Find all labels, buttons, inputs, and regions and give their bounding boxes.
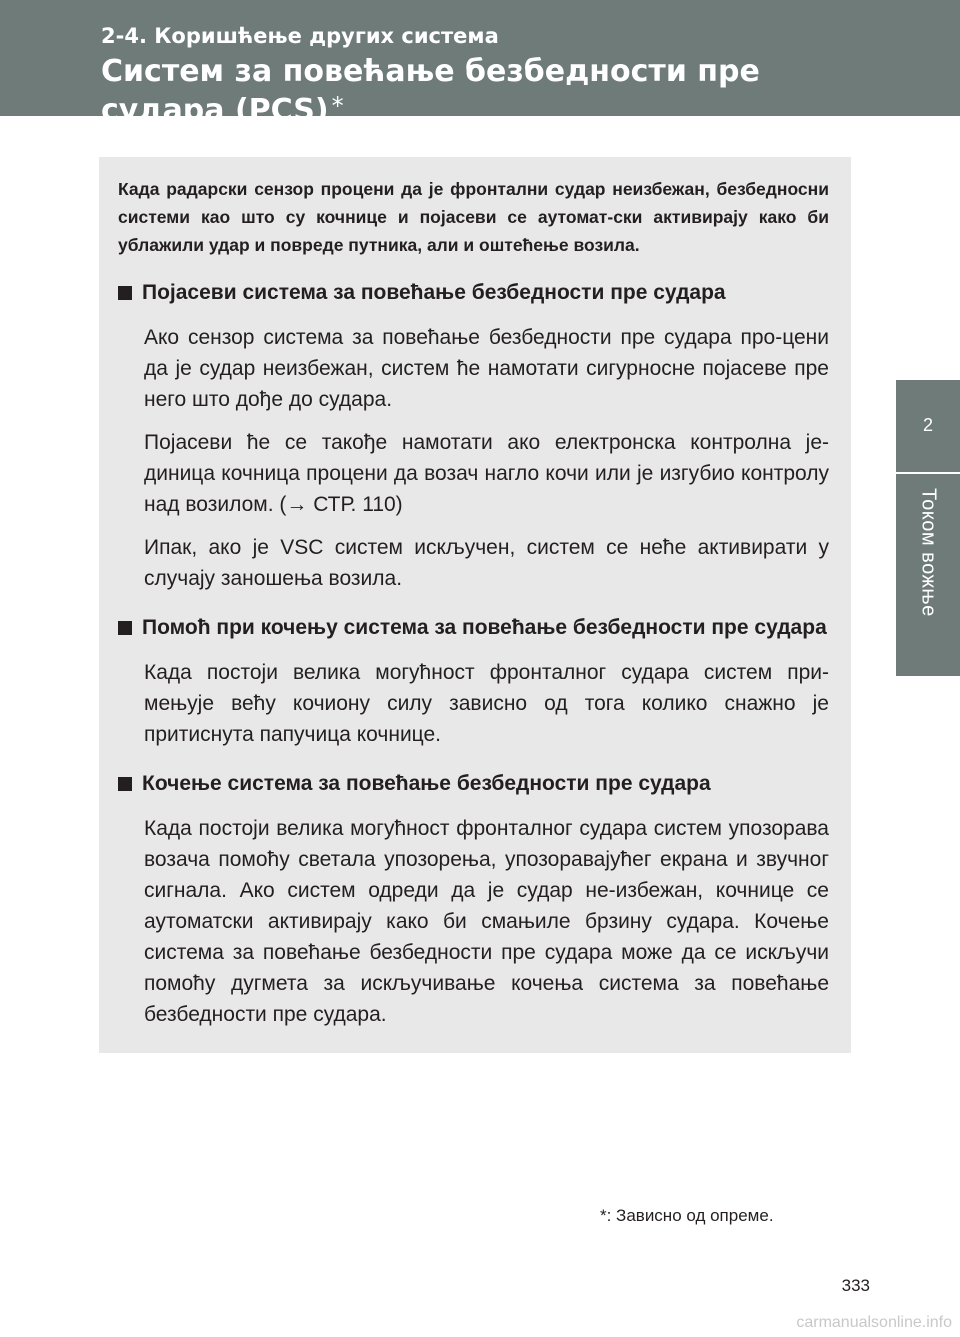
square-bullet-icon [118,621,132,635]
title-footnote-mark: * [331,92,344,120]
section-heading-seatbelts [118,279,829,307]
chapter-tab-divider [896,472,960,474]
page-number: 333 [841,1276,870,1295]
paragraph: Појасеви ће се такође намотати ако електронска контролна је-диница кочница процени да возач нагло кочи или је изгубио контролу над возилом. (→ СТР. 110) [144,431,829,516]
paragraph: Ипак, ако је VSC систем искључен, систем се неће активирати у случају заношења возила. [144,536,829,590]
square-bullet-icon [118,777,132,791]
paragraph: Ако сензор система за повећање безбедности пре судара про-цени да је судар неизбежан, систем ће намотати сигурносне појасеве пре него што дође до судара. [144,326,829,411]
page-title [101,54,861,128]
page-title-text: Систем за повећање безбедности пре судара (PCS) [101,54,760,128]
section-heading-braking [118,770,829,798]
square-bullet-icon [118,286,132,300]
page-header [0,0,960,128]
watermark: carmanualsonline.info [796,1314,952,1331]
intro-text: Када радарски сензор процени да је фронтални судар неизбежан, безбедносни системи као што су кочнице и појасеви се аутомат-ски активирају како би ублажили удар и повреде путника, али и оштећење возила. [118,179,829,255]
section-heading-text: Кочење система за повећање безбедности пре судара [142,772,711,795]
section-label: 2-4. Коришћење других система [101,24,499,48]
content-box [99,157,851,1053]
paragraph: Када постоји велика могућност фронталног судара систем при-мењује већу кочиону силу зависно од тога колико снажно је притиснута папучица кочнице. [144,661,829,746]
footnote: *: Зависно од опреме. [600,1206,774,1225]
section-heading-brake-assist [118,614,829,642]
chapter-number: 2 [922,415,933,435]
section-heading-text: Појасеви система за повећање безбедности пре судара [142,281,726,304]
section-heading-text: Помоћ при кочењу система за повећање безбедности пре судара [142,616,827,639]
chapter-label: Током вожње [917,488,940,617]
paragraph: Када постоји велика могућност фронталног судара систем упозорава возача помоћу светала упозорења, упозоравајућег екрана и звучног сигнала. Ако систем одреди да је судар не-избежан, кочнице се аутоматски активирају како би смањиле брзину судара. Кочење система за повећање безбедности пре судара може да се искључи помоћу дугмета за искључивање кочења система за повећање безбедности пре судара. [144,817,829,1026]
